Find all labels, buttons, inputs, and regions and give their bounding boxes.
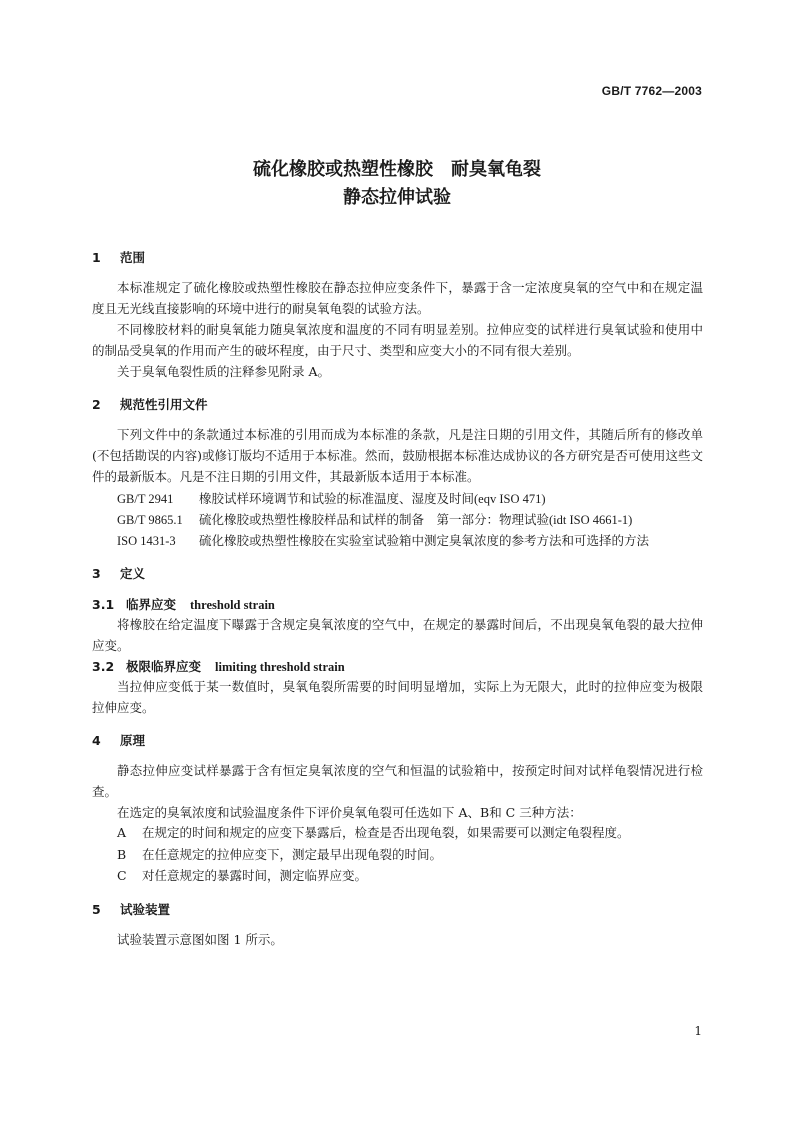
page-number: 1 [694,1024,702,1038]
section-number: 2 [92,397,101,412]
section-5-heading [92,900,170,918]
document-title-line2: 静态拉伸试验 [343,187,451,208]
term-zh: 极限临界应变 [126,659,202,674]
term-en: threshold strain [190,598,275,612]
method-code: B [117,847,127,862]
document-title-line1: 硫化橡胶或热塑性橡胶 耐臭氧龟裂 [253,159,541,180]
subsection-number: 3.1 [92,597,115,612]
reference-title: 硫化橡胶或热塑性橡胶样品和试样的制备 第一部分：物理试验(idt ISO 4661-1) [199,513,633,527]
definition-3-1-text: 将橡胶在给定温度下曝露于含规定臭氧浓度的空气中，在规定的暴露时间后，不出现臭氧龟裂的最大拉伸应变。 [92,617,703,653]
term-zh: 临界应变 [126,597,177,612]
method-code: C [117,868,127,883]
definition-3-2-heading [92,657,345,675]
method-item [117,866,367,884]
section-1-paragraph-2: 不同橡胶材料的耐臭氧能力随臭氧浓度和温度的不同有明显差别。拉伸应变的试样进行臭氧试验和使用中的制品受臭氧的作用而产生的破坏程度，由于尺寸、类型和应变大小的不同有很大差别。 [92,322,703,358]
definition-3-2-text: 当拉伸应变低于某一数值时，臭氧龟裂所需要的时间明显增加，实际上为无限大，此时的拉伸应变为极限拉伸应变。 [92,679,703,715]
method-text: 在任意规定的拉伸应变下，测定最早出现龟裂的时间。 [142,847,443,862]
section-3-heading [92,564,145,582]
section-1-paragraph-1: 本标准规定了硫化橡胶或热塑性橡胶在静态拉伸应变条件下，暴露于含一定浓度臭氧的空气中和在规定温度且无光线直接影响的环境中进行的耐臭氧龟裂的试验方法。 [92,280,703,316]
section-title: 规范性引用文件 [120,397,208,412]
section-1-heading [92,248,145,266]
section-number: 3 [92,566,101,581]
section-4-paragraph-1: 静态拉伸应变试样暴露于含有恒定臭氧浓度的空气和恒温的试验箱中，按预定时间对试样龟裂情况进行检查。 [92,763,703,799]
term-en: limiting threshold strain [215,660,345,674]
standard-number: GB/T 7762—2003 [601,84,702,98]
section-2-heading [92,395,208,413]
section-1-paragraph-3: 关于臭氧龟裂性质的注释参见附录 A。 [117,364,331,379]
reference-item [117,510,632,528]
definition-3-1-heading [92,595,275,613]
reference-item [117,531,649,549]
reference-code: ISO 1431-3 [117,534,176,548]
reference-item [117,489,546,507]
section-title: 定义 [120,566,146,581]
method-item [117,823,630,841]
section-number: 1 [92,250,101,265]
reference-title: 橡胶试样环境调节和试验的标准温度、湿度及时间(eqv ISO 471) [199,492,546,506]
section-5-paragraph-1: 试验装置示意图如图 1 所示。 [117,932,283,947]
section-title: 原理 [120,733,146,748]
method-item [117,845,442,863]
method-text: 在规定的时间和规定的应变下暴露后，检查是否出现龟裂，如果需要可以测定龟裂程度。 [142,825,630,840]
section-number: 4 [92,733,101,748]
section-title: 试验装置 [120,902,171,917]
section-4-heading [92,731,145,749]
method-text: 对任意规定的暴露时间，测定临界应变。 [142,868,368,883]
reference-code: GB/T 2941 [117,492,174,506]
reference-title: 硫化橡胶或热塑性橡胶在实验室试验箱中测定臭氧浓度的参考方法和可选择的方法 [199,534,650,548]
method-code: A [117,825,127,840]
section-number: 5 [92,902,101,917]
section-title: 范围 [120,250,146,265]
subsection-number: 3.2 [92,659,115,674]
section-4-paragraph-2: 在选定的臭氧浓度和试验温度条件下评价臭氧龟裂可任选如下 A、B和 C 三种方法： [117,805,582,820]
section-2-paragraph-1: 下列文件中的条款通过本标准的引用而成为本标准的条款，凡是注日期的引用文件，其随后所有的修改单(不包括勘误的内容)或修订版均不适用于本标准。然而，鼓励根据本标准达成协议的各方研究是否可使用这些文件的最新版本。凡是不注日期的引用文件，其最新版本适用于本标准。 [92,427,703,484]
reference-code: GB/T 9865.1 [117,513,183,527]
